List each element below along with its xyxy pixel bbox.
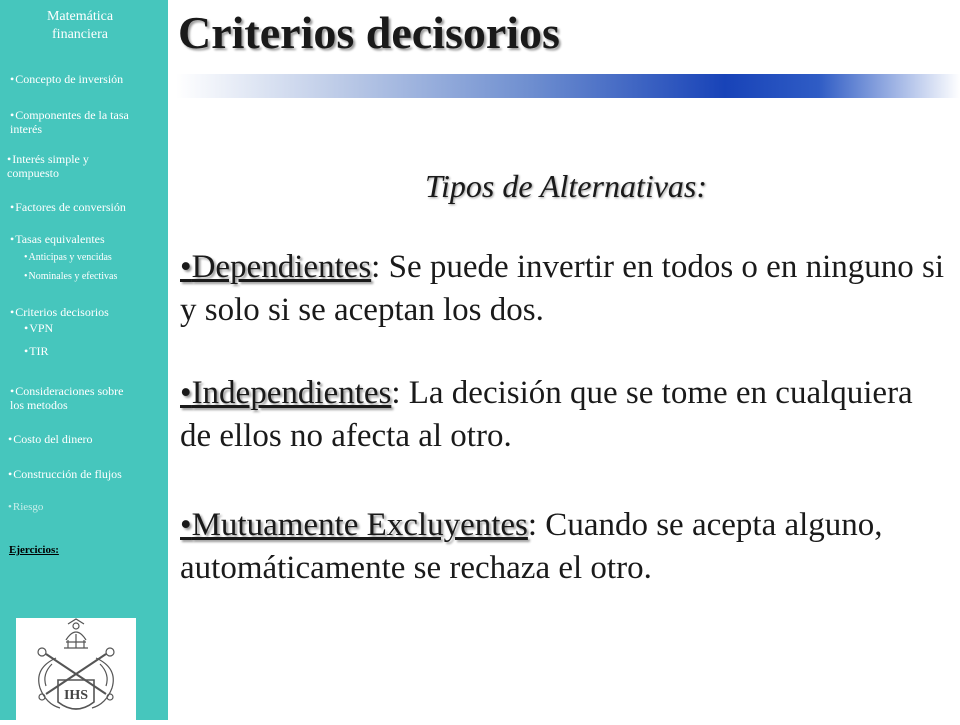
nav-item-label: Componentes de la tasa	[15, 108, 129, 122]
crest-icon	[16, 618, 136, 720]
nav-item-label: Costo del dinero	[13, 432, 93, 446]
section-subtitle: Tipos de Alternativas:	[424, 168, 708, 204]
alternative-independientes	[180, 372, 952, 458]
alternative-dependientes	[180, 246, 952, 332]
term-dependientes: Dependientes	[191, 249, 372, 285]
ejercicios-link[interactable]: Ejercicios:	[9, 544, 59, 556]
sidebar-title-line1: Matemática	[46, 9, 114, 24]
term-mutuamente-excluyentes: Mutuamente Excluyentes	[191, 507, 528, 543]
sidebar-title-line2: financiera	[52, 27, 108, 42]
nav-item-costo-dinero[interactable]: •Costo del dinero	[8, 432, 93, 446]
term-bullet: •	[180, 507, 192, 543]
nav-item-factores-conversion[interactable]: •Factores de conversión	[10, 200, 126, 214]
nav-item-label: Nominales y efectivas	[28, 271, 118, 282]
term-bullet: •	[180, 249, 192, 285]
nav-item-construccion-flujos[interactable]: •Construcción de flujos	[8, 467, 122, 481]
nav-item-criterios-decisorios[interactable]: •Criterios decisorios	[10, 305, 109, 319]
definition-dependientes: : Se puede invertir en todos o en ninguno si y solo si se aceptan los dos.	[180, 249, 944, 328]
nav-item-consideraciones[interactable]: •Consideraciones sobre los metodos	[10, 384, 124, 412]
nav-item-label-cont: los metodos	[10, 398, 68, 412]
nav-item-label: Anticipas y vencidas	[28, 252, 112, 263]
nav-subitem-nominales-efectivas[interactable]: •Nominales y efectivas	[24, 271, 118, 282]
nav-item-concepto-inversion[interactable]: •Concepto de inversión	[10, 72, 124, 86]
nav-item-label: Construcción de flujos	[13, 467, 122, 481]
term-independientes: Independientes	[191, 375, 392, 411]
nav-item-componentes-tasa[interactable]: •Componentes de la tasa interés	[10, 108, 129, 136]
alternative-mutuamente-excluyentes	[180, 504, 952, 590]
nav-item-interes-simple[interactable]: •Interés simple y compuesto	[7, 152, 89, 180]
nav-subitem-anticipas-vencidas[interactable]: •Anticipas y vencidas	[24, 252, 112, 263]
nav-item-label: VPN	[29, 321, 54, 335]
nav-item-label-cont: compuesto	[7, 166, 59, 180]
nav-item-label-cont: interés	[10, 122, 42, 136]
nav-subitem-tir[interactable]: •TIR	[24, 344, 49, 358]
nav-subitem-vpn[interactable]: •VPN	[24, 321, 54, 335]
crest-monogram: IHS	[63, 688, 89, 703]
nav-item-label: Interés simple y	[12, 152, 89, 166]
nav-item-label: Tasas equivalentes	[15, 232, 105, 246]
sidebar	[0, 0, 168, 720]
nav-item-label: Consideraciones sobre	[15, 384, 124, 398]
term-bullet: •	[180, 375, 192, 411]
nav-item-riesgo[interactable]: •Riesgo	[8, 501, 44, 513]
definition-mutuamente-excluyentes: : Cuando se acepta alguno, automáticamente se rechaza el otro.	[180, 507, 883, 586]
nav-item-label: TIR	[29, 344, 49, 358]
nav-item-tasas-equivalentes[interactable]: •Tasas equivalentes	[10, 232, 105, 246]
nav-item-label: Concepto de inversión	[15, 72, 124, 86]
definition-independientes: : La decisión que se tome en cualquiera de ellos no afecta al otro.	[180, 375, 913, 454]
nav-item-label: Criterios decisorios	[15, 305, 109, 319]
nav-item-label: Riesgo	[12, 501, 44, 513]
university-logo	[16, 618, 136, 720]
title-underline-bar	[176, 74, 960, 98]
page-title: Criterios decisorios	[178, 7, 560, 58]
sidebar-title	[0, 8, 160, 44]
nav-item-label: Factores de conversión	[15, 200, 126, 214]
